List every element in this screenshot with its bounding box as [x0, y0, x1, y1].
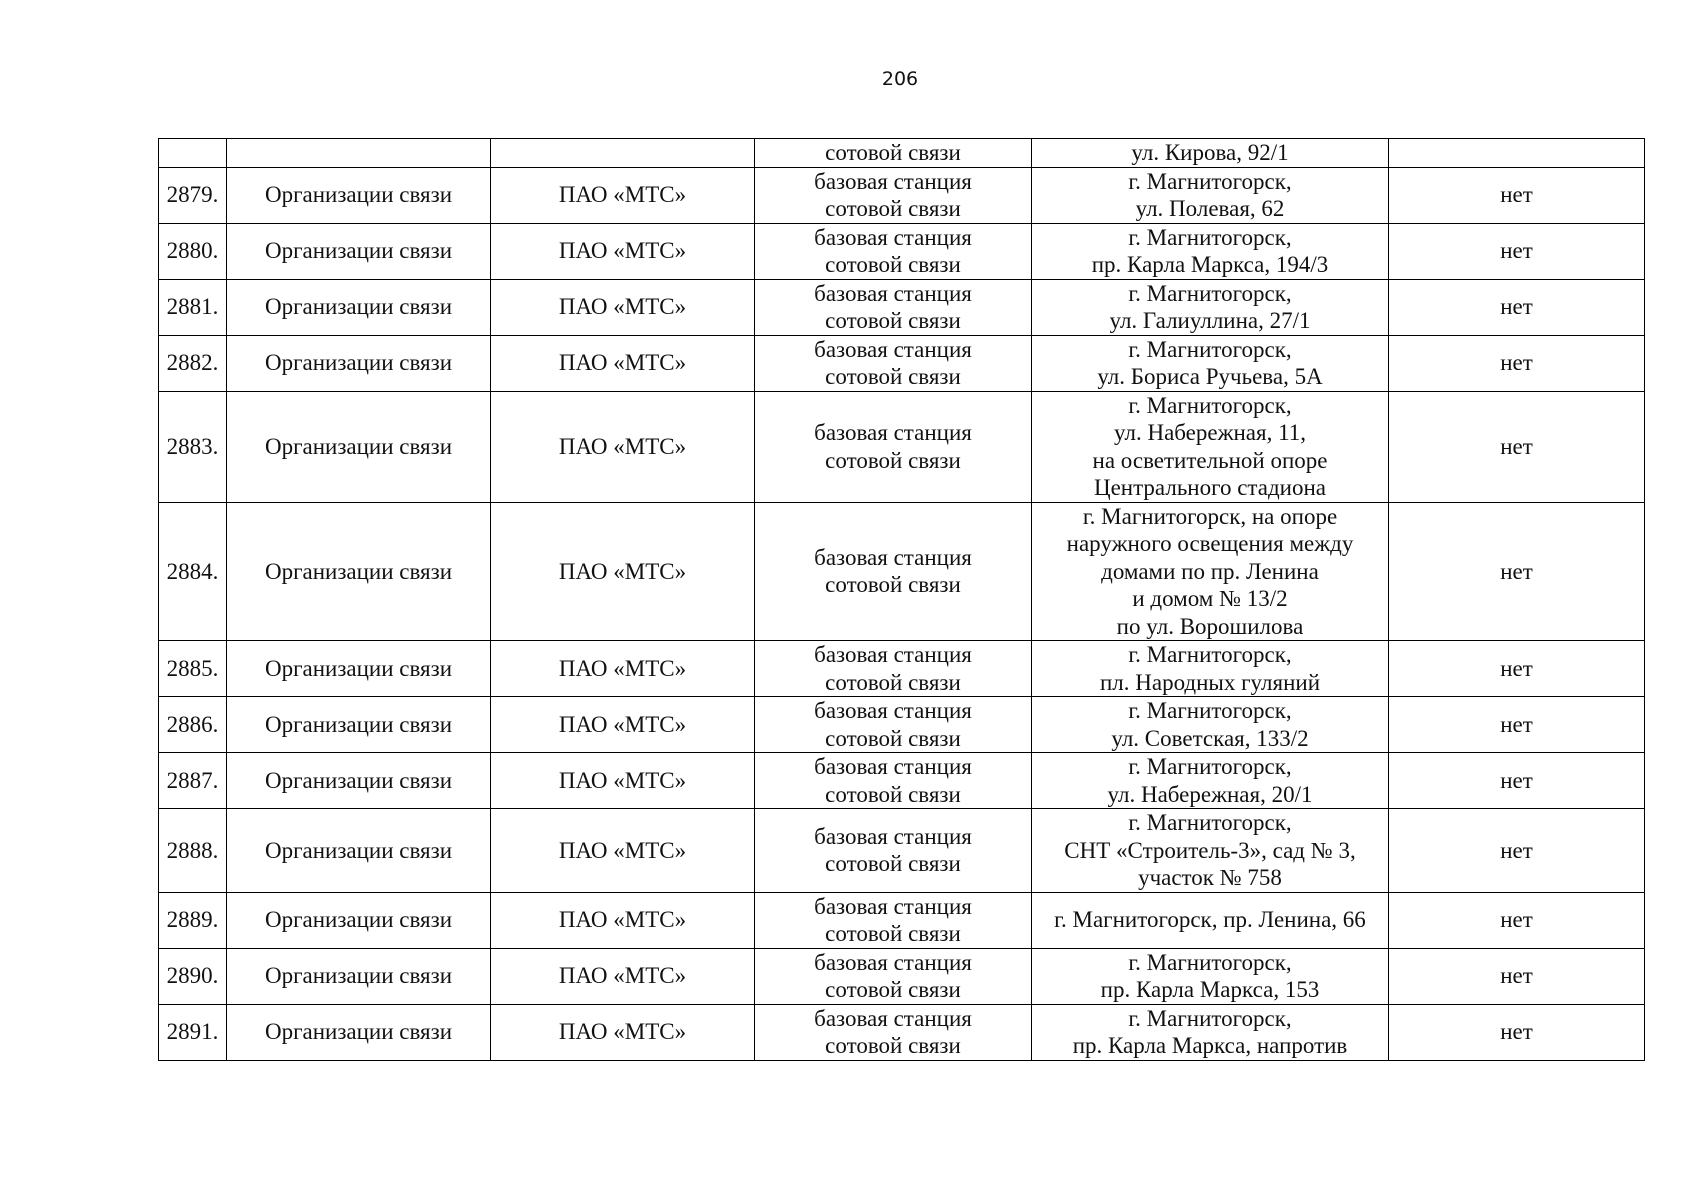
category-cell: Организации связи: [227, 279, 491, 335]
object-type-cell-line: сотовой связи: [825, 252, 961, 277]
operator-cell: ПАО «МТС»: [491, 809, 755, 893]
address-cell-line: г. Магнитогорск,: [1128, 224, 1292, 250]
address-cell-line: ул. Набережная, 20/1: [1107, 781, 1313, 807]
object-type-cell-line: базовая станция: [814, 420, 972, 445]
category-cell: Организации связи: [227, 753, 491, 809]
object-type-cell-line: базовая станция: [814, 168, 972, 194]
row-number: 2881.: [159, 279, 227, 335]
table-row: [159, 335, 1645, 391]
address-cell-line: г. Магнитогорск, на опоре: [1082, 503, 1338, 529]
address-cell-line: наружного освещения между: [1066, 531, 1354, 556]
object-type-cell: [755, 223, 1032, 279]
address-cell: [1032, 139, 1389, 168]
operator-cell: ПАО «МТС»: [491, 335, 755, 391]
row-number: 2880.: [159, 223, 227, 279]
category-cell: Организации связи: [227, 948, 491, 1004]
operator-cell: ПАО «МТС»: [491, 1004, 755, 1060]
object-type-cell-line: базовая станция: [814, 698, 972, 723]
object-type-cell: [755, 1004, 1032, 1060]
table-row: [159, 753, 1645, 809]
operator-cell: ПАО «МТС»: [491, 641, 755, 697]
table-row: [159, 502, 1645, 641]
flag-cell: нет: [1389, 641, 1645, 697]
address-cell-line: ул. Бориса Ручьева, 5А: [1097, 364, 1323, 389]
table-row: [159, 809, 1645, 893]
continuation-row: [159, 139, 1645, 168]
category-cell: Организации связи: [227, 641, 491, 697]
row-number: [159, 139, 227, 168]
address-cell: [1032, 948, 1389, 1004]
address-cell-line: и домом № 13/2: [1132, 586, 1288, 611]
address-cell-line: СНТ «Строитель-3», сад № 3,: [1064, 837, 1356, 863]
object-type-cell: [755, 502, 1032, 641]
object-type-cell-line: сотовой связи: [825, 781, 961, 807]
object-type-cell-line: сотовой связи: [825, 1033, 961, 1058]
object-type-cell-line: сотовой связи: [825, 977, 961, 1002]
object-type-cell-line: базовая станция: [814, 754, 972, 779]
flag-cell: нет: [1389, 948, 1645, 1004]
object-type-cell-line: базовая станция: [814, 336, 972, 362]
object-type-cell-line: сотовой связи: [825, 669, 961, 695]
row-number: 2885.: [159, 641, 227, 697]
address-cell: [1032, 223, 1389, 279]
object-type-cell-line: базовая станция: [814, 949, 972, 975]
address-cell-line: г. Магнитогорск,: [1128, 392, 1292, 418]
flag-cell: нет: [1389, 892, 1645, 948]
category-cell: Организации связи: [227, 335, 491, 391]
address-cell: [1032, 279, 1389, 335]
address-cell-line: г. Магнитогорск, пр. Ленина, 66: [1054, 907, 1366, 933]
address-cell: [1032, 641, 1389, 697]
object-type-cell-line: базовая станция: [814, 1005, 972, 1031]
operator-cell: ПАО «МТС»: [491, 753, 755, 809]
table-row: [159, 697, 1645, 753]
category-cell: Организации связи: [227, 892, 491, 948]
row-number: 2891.: [159, 1004, 227, 1060]
row-number: 2883.: [159, 391, 227, 502]
object-type-cell-line: базовая станция: [814, 893, 972, 919]
category-cell: [227, 139, 491, 168]
address-cell: [1032, 809, 1389, 893]
flag-cell: нет: [1389, 223, 1645, 279]
operator-cell: ПАО «МТС»: [491, 223, 755, 279]
address-cell-line: ул. Кирова, 92/1: [1131, 140, 1289, 165]
object-type-cell-line: сотовой связи: [825, 572, 961, 598]
operator-cell: ПАО «МТС»: [491, 892, 755, 948]
table-row: [159, 167, 1645, 223]
address-cell-line: домами по пр. Ленина: [1101, 558, 1319, 584]
category-cell: Организации связи: [227, 223, 491, 279]
table-row: [159, 279, 1645, 335]
object-type-cell: [755, 391, 1032, 502]
address-cell-line: по ул. Ворошилова: [1116, 613, 1304, 639]
registry-table: [158, 138, 1645, 1061]
address-cell-line: г. Магнитогорск,: [1128, 642, 1292, 667]
flag-cell: нет: [1389, 335, 1645, 391]
object-type-cell: [755, 641, 1032, 697]
object-type-cell-line: сотовой связи: [825, 851, 961, 877]
flag-cell: нет: [1389, 809, 1645, 893]
object-type-cell: [755, 809, 1032, 893]
object-type-cell: [755, 892, 1032, 948]
row-number: 2879.: [159, 167, 227, 223]
flag-cell: нет: [1389, 167, 1645, 223]
row-number: 2889.: [159, 892, 227, 948]
address-cell: [1032, 697, 1389, 753]
address-cell-line: Центрального стадиона: [1093, 475, 1327, 500]
address-cell-line: г. Магнитогорск,: [1128, 949, 1292, 975]
address-cell-line: ул. Советская, 133/2: [1111, 725, 1309, 751]
object-type-cell: [755, 167, 1032, 223]
category-cell: Организации связи: [227, 697, 491, 753]
category-cell: Организации связи: [227, 502, 491, 641]
address-cell-line: ул. Галиуллина, 27/1: [1109, 308, 1311, 333]
table-row: [159, 641, 1645, 697]
table-row: [159, 1004, 1645, 1060]
page-number: 206: [881, 68, 919, 90]
address-cell-line: пр. Карла Маркса, напротив: [1072, 1033, 1348, 1058]
category-cell: Организации связи: [227, 167, 491, 223]
object-type-cell: [755, 335, 1032, 391]
address-cell-line: участок № 758: [1138, 865, 1282, 890]
address-cell: [1032, 335, 1389, 391]
address-cell-line: г. Магнитогорск,: [1128, 698, 1292, 723]
category-cell: Организации связи: [227, 391, 491, 502]
row-number: 2886.: [159, 697, 227, 753]
flag-cell: [1389, 139, 1645, 168]
operator-cell: ПАО «МТС»: [491, 391, 755, 502]
address-cell-line: г. Магнитогорск,: [1128, 280, 1292, 306]
object-type-cell: [755, 279, 1032, 335]
row-number: 2890.: [159, 948, 227, 1004]
object-type-cell-line: сотовой связи: [825, 725, 961, 751]
address-cell-line: ул. Набережная, 11,: [1114, 420, 1306, 445]
operator-cell: ПАО «МТС»: [491, 279, 755, 335]
address-cell-line: г. Магнитогорск,: [1128, 1005, 1292, 1031]
object-type-cell-line: базовая станция: [814, 823, 972, 849]
address-cell-line: г. Магнитогорск,: [1128, 336, 1292, 362]
object-type-cell-line: сотовой связи: [825, 196, 961, 221]
table-row: [159, 391, 1645, 502]
flag-cell: нет: [1389, 1004, 1645, 1060]
address-cell: [1032, 391, 1389, 502]
address-cell-line: г. Магнитогорск,: [1128, 168, 1292, 194]
table-row: [159, 223, 1645, 279]
flag-cell: нет: [1389, 391, 1645, 502]
operator-cell: ПАО «МТС»: [491, 697, 755, 753]
operator-cell: ПАО «МТС»: [491, 948, 755, 1004]
address-cell: [1032, 1004, 1389, 1060]
object-type-cell-line: базовая станция: [814, 544, 972, 570]
address-cell: [1032, 167, 1389, 223]
operator-cell: ПАО «МТС»: [491, 167, 755, 223]
category-cell: Организации связи: [227, 1004, 491, 1060]
address-cell-line: ул. Полевая, 62: [1135, 196, 1285, 221]
object-type-cell-line: сотовой связи: [825, 364, 961, 389]
address-cell-line: пр. Карла Маркса, 194/3: [1091, 252, 1329, 277]
address-cell-line: пл. Народных гуляний: [1099, 669, 1321, 695]
row-number: 2882.: [159, 335, 227, 391]
category-cell: Организации связи: [227, 809, 491, 893]
object-type-cell-line: базовая станция: [814, 280, 972, 306]
object-type-cell-line: сотовой связи: [825, 921, 961, 946]
row-number: 2887.: [159, 753, 227, 809]
address-cell: [1032, 753, 1389, 809]
address-cell: [1032, 502, 1389, 641]
row-number: 2888.: [159, 809, 227, 893]
object-type-cell-line: базовая станция: [814, 224, 972, 250]
object-type-cell-line: сотовой связи: [825, 308, 961, 333]
flag-cell: нет: [1389, 753, 1645, 809]
registry-body: [159, 139, 1645, 1061]
object-type-cell: [755, 697, 1032, 753]
address-cell-line: г. Магнитогорск,: [1128, 754, 1292, 779]
flag-cell: нет: [1389, 697, 1645, 753]
object-type-cell-line: базовая станция: [814, 642, 972, 667]
address-cell-line: на осветительной опоре: [1092, 447, 1328, 473]
address-cell: [1032, 892, 1389, 948]
flag-cell: нет: [1389, 502, 1645, 641]
object-type-cell: [755, 139, 1032, 168]
row-number: 2884.: [159, 502, 227, 641]
object-type-cell-line: сотовой связи: [825, 140, 961, 165]
operator-cell: [491, 139, 755, 168]
object-type-cell: [755, 753, 1032, 809]
table-row: [159, 948, 1645, 1004]
operator-cell: ПАО «МТС»: [491, 502, 755, 641]
flag-cell: нет: [1389, 279, 1645, 335]
address-cell-line: г. Магнитогорск,: [1128, 810, 1292, 835]
address-cell-line: пр. Карла Маркса, 153: [1100, 977, 1320, 1002]
object-type-cell: [755, 948, 1032, 1004]
table-row: [159, 892, 1645, 948]
object-type-cell-line: сотовой связи: [825, 447, 961, 473]
